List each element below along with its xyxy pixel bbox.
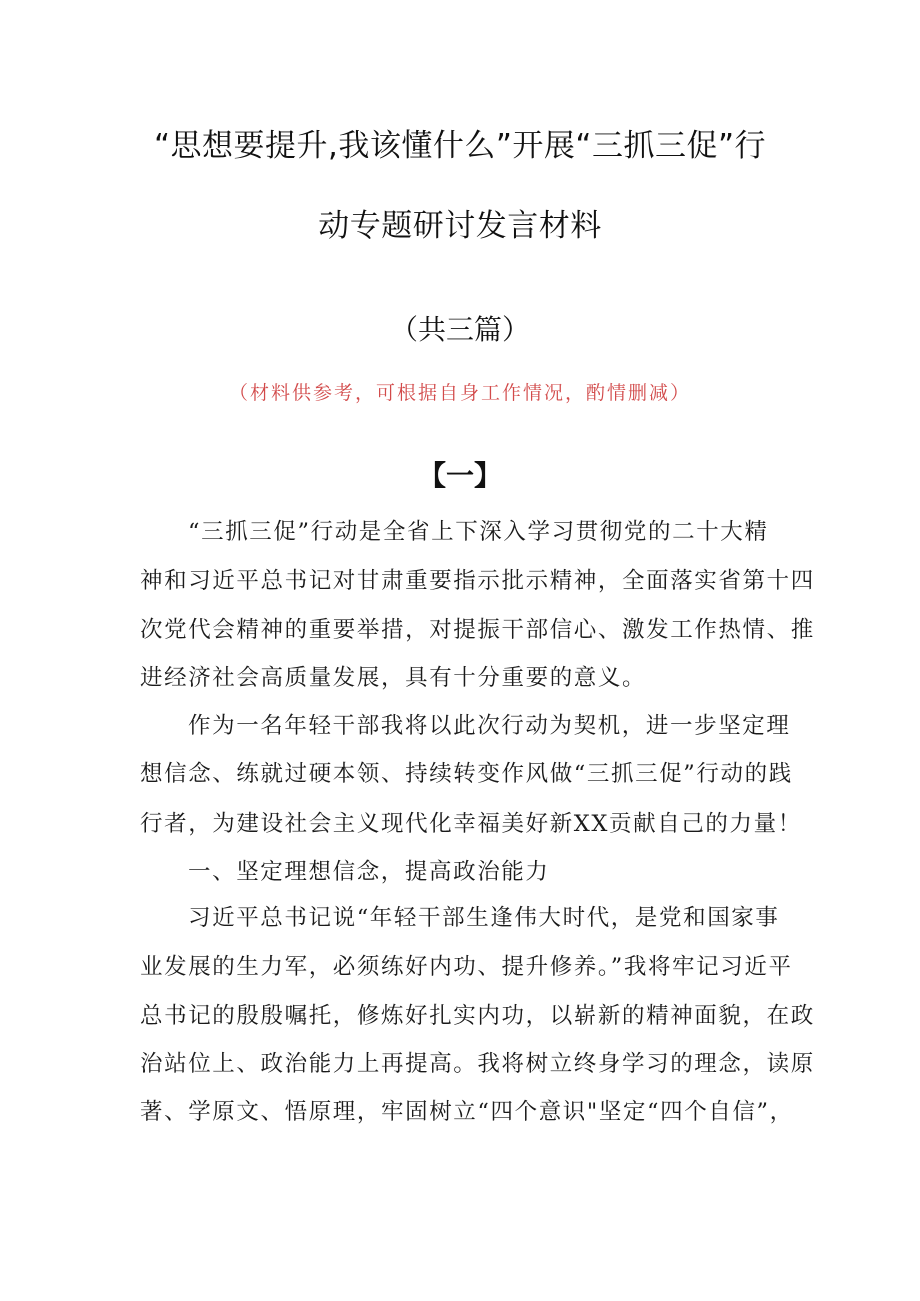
document-title-line-1: “思想要提升,我该懂什么”开展“三抓三促”行	[153, 128, 767, 164]
body-line: 习近平总书记说“年轻干部生逢伟大时代，是党和国家事	[188, 905, 780, 931]
body-line: 治站位上、政治能力上再提高。我将树立终身学习的理念，读原	[140, 1051, 815, 1077]
document-title-line-2: 动专题研讨发言材料	[318, 208, 602, 244]
body-line: 总书记的殷殷嘱托，修炼好扎实内功，以崭新的精神面貌，在政	[140, 1003, 815, 1029]
section-subheading: 一、坚定理想信念，提高政治能力	[188, 859, 550, 885]
body-line: 次党代会精神的重要举措，对提振干部信心、激发工作热情、推	[140, 617, 815, 643]
body-line: 神和习近平总书记对甘肃重要指示批示精神，全面落实省第十四	[140, 568, 815, 594]
document-subtitle: （共三篇）	[389, 313, 530, 346]
body-line: “三抓三促”行动是全省上下深入学习贯彻党的二十大精	[188, 519, 769, 545]
body-line: 著、学原文、悟原理，牢固树立“四个意识"坚定“四个自信”，	[140, 1099, 794, 1125]
reference-note: （材料供参考，可根据自身工作情况，酌情删减）	[228, 382, 691, 404]
body-line: 业发展的生力军，必须练好内功、提升修养。”我将牢记习近平	[140, 954, 793, 980]
body-line: 行者，为建设社会主义现代化幸福美好新XX贡献自己的力量！	[140, 811, 802, 837]
body-line: 进经济社会高质量发展，具有十分重要的意义。	[140, 665, 647, 691]
body-line: 想信念、练就过硬本领、持续转变作风做“三抓三促”行动的践	[140, 761, 793, 787]
body-line: 作为一名年轻干部我将以此次行动为契机，进一步坚定理	[188, 713, 791, 739]
section-heading: 【一】	[417, 459, 502, 492]
